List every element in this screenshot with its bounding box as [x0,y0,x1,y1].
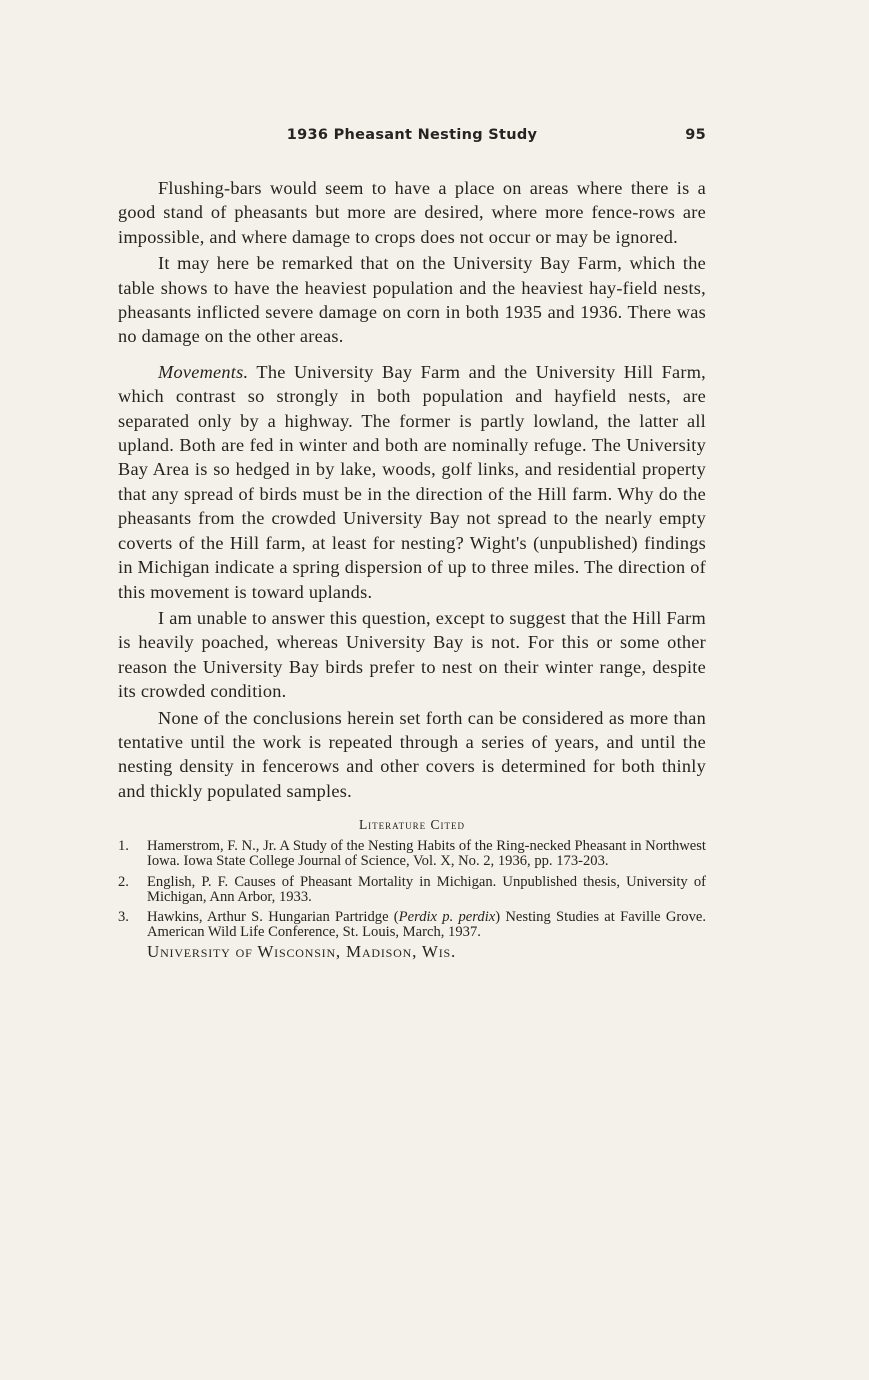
running-title: 1936 Pheasant Nesting Study [286,127,538,143]
running-head [118,124,706,148]
reference-text: English, P. F. Causes of Pheasant Mortality in Michigan. Unpublished thesis, University of Michigan, Ann Arbor, 1933. [147,873,706,905]
paragraph-poaching: I am unable to answer this question, except to suggest that the Hill Farm is heavily poached, whereas University Bay is not. For this or some other reason the University Bay birds prefer to nest on their winter range, despite its crowded condition. [118,607,706,702]
page [118,124,706,962]
body-text [118,176,706,803]
literature-cited-heading: Literature Cited [358,817,466,833]
reference-text-after: ) Nesting Studies at Faville Grove. American Wild Life Conference, St. Louis, March, 1937. [147,908,706,941]
reference-number: 3. [118,908,129,925]
reference-item [118,910,706,940]
reference-species-name: Perdix p. perdix [398,908,496,925]
reference-number: 2. [118,873,129,890]
paragraph-movements [118,360,706,604]
paragraph-movements-text: The University Bay Farm and the University Hill Farm, which contrast so strongly in both population and hayfield nests, are separated only by a highway. The former is partly lowland, the latter all upland. Both are fed in winter and both are nominally refuge. The University Bay Area is so hedged in by lake, woods, golf links, and residential property that any spread of birds must be in the direction of the Hill farm. Why do the pheasants from the crowded University Bay not spread to the nearly empty coverts of the Hill farm, at least for nesting? Wight's (unpublished) findings in Michigan indicate a spring dispersion of up to three miles. The direction of this movement is toward uplands. [118,361,706,602]
paragraph-conclusions: None of the conclusions herein set forth can be considered as more than tentative until the work is repeated through a series of years, and until the nesting density in fencerows and other covers is determined for both thinly and thickly populated samples. [118,707,706,801]
paragraph-flushing-bars: Flushing-bars would seem to have a place on areas where there is a good stand of pheasants but more are desired, where more fence-rows are impossible, and where damage to crops does not occur or may be ignored. [118,178,706,247]
reference-item [118,839,706,869]
page-number: 95 [685,127,706,143]
paragraph-crop-damage: It may here be remarked that on the University Bay Farm, which the table shows to have the heaviest population and the heaviest hay-field nests, pheasants inflicted severe damage on corn in both 1935 and 1936. There was no damage on the other areas. [118,253,706,347]
reference-text [147,909,706,940]
reference-item [118,875,706,905]
reference-number: 1. [118,838,129,855]
author-affiliation: University of Wisconsin, Madison, Wis. [147,942,457,962]
reference-list [118,839,706,940]
section-heading-movements: Movements. [158,361,249,382]
reference-text: Hamerstrom, F. N., Jr. A Study of the Nesting Habits of the Ring-necked Pheasant in Northwest Iowa. Iowa State College Journal of Science, Vol. X, No. 2, 1936, pp. 173-203. [147,838,706,870]
reference-text-before: Hawkins, Arthur S. Hungarian Partridge ( [147,908,399,925]
